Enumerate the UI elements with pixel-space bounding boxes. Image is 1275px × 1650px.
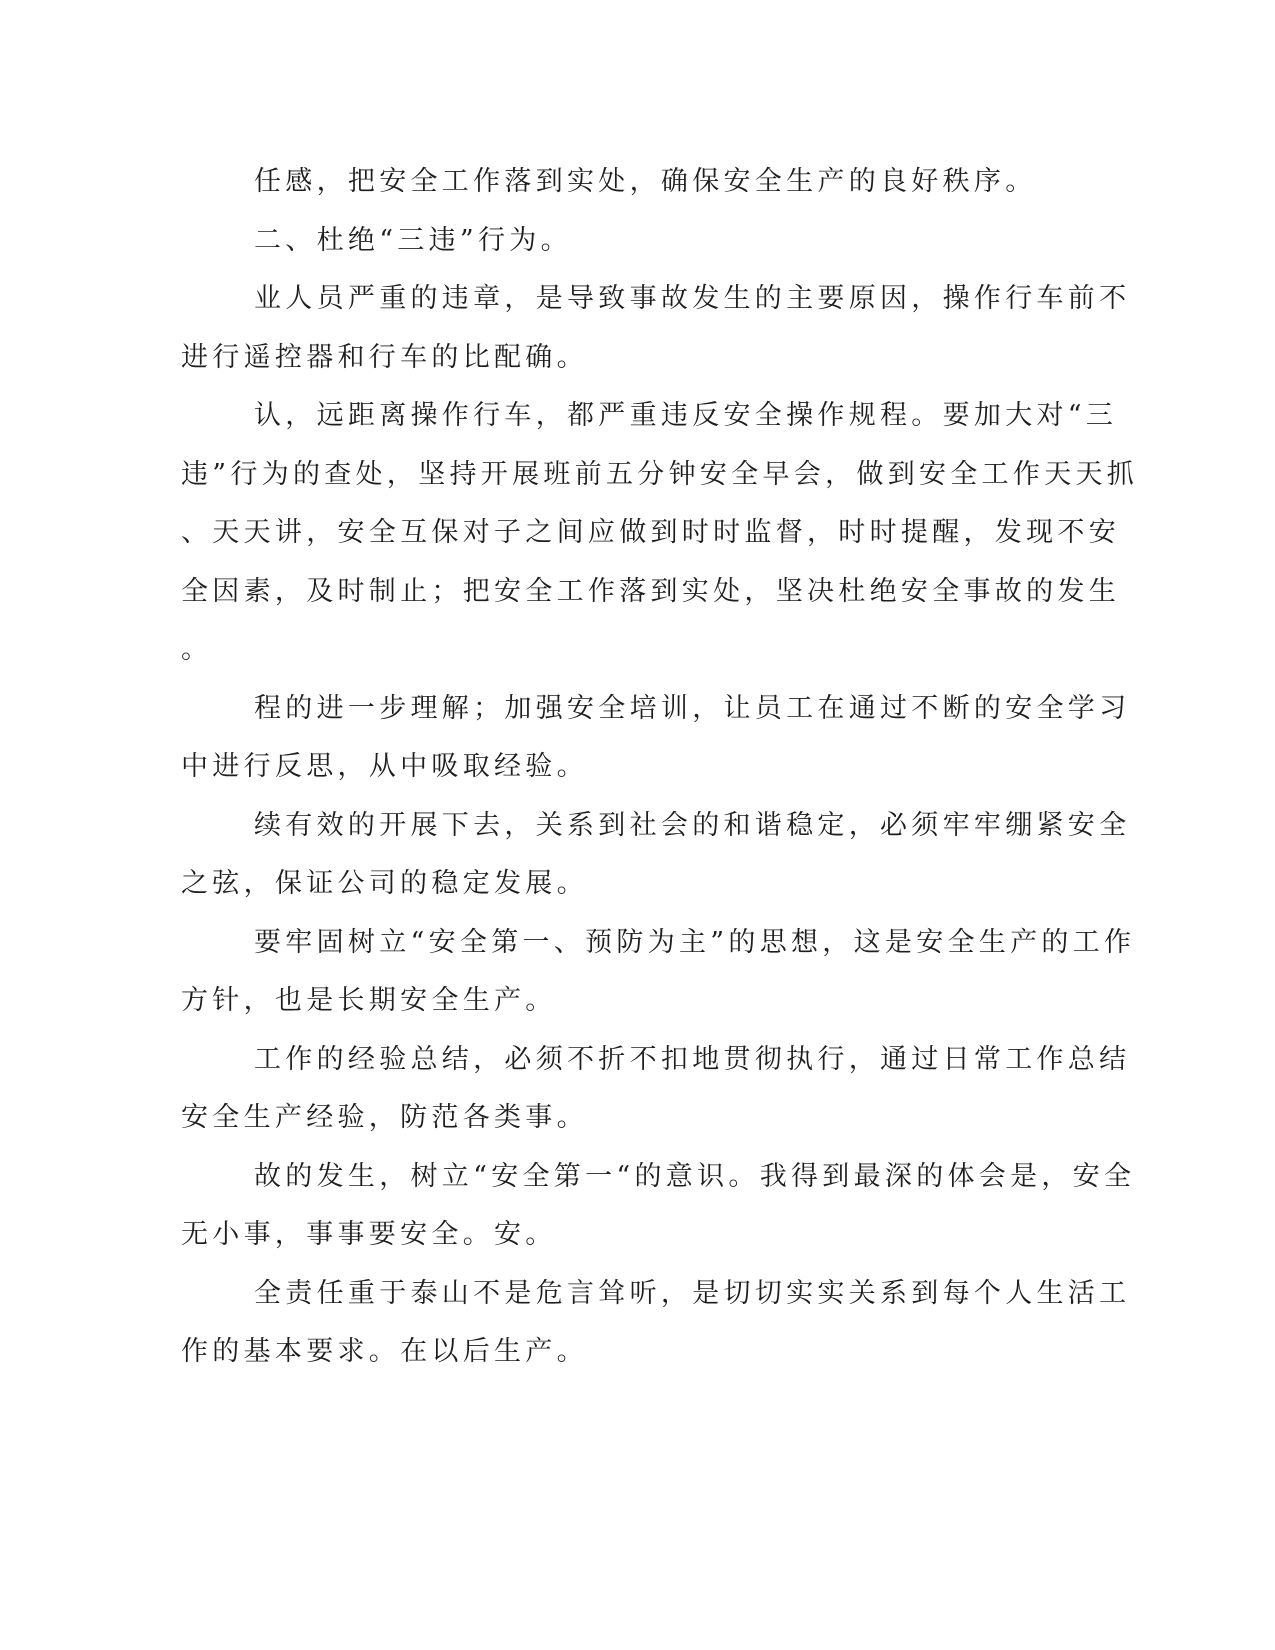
text-line <box>0 806 1275 846</box>
text-line <box>0 572 1275 612</box>
text-line-content: 认，远距离操作行车，都严重违反安全操作规程。要加大对“三 <box>254 400 1118 431</box>
text-line-content: 无小事，事事要安全。安。 <box>181 1219 557 1250</box>
text-line-content: 续有效的开展下去，关系到社会的和谐稳定，必须牢牢绷紧安全 <box>254 810 1131 841</box>
text-line-content: 作的基本要求。在以后生产。 <box>181 1336 588 1367</box>
section-heading <box>0 221 1275 261</box>
text-line-content: 违”行为的查处，坚持开展班前五分钟安全早会，做到安全工作天天抓 <box>181 459 1139 490</box>
text-line <box>0 689 1275 729</box>
text-line <box>0 338 1275 378</box>
text-line-content: 进行遥控器和行车的比配确。 <box>181 342 588 373</box>
text-line-content: 安全生产经验，防范各类事。 <box>181 1102 588 1133</box>
text-line <box>0 1274 1275 1314</box>
text-line <box>0 162 1275 202</box>
text-line <box>0 455 1275 495</box>
text-line-content: 故的发生，树立“安全第一“的意识。我得到最深的体会是，安全 <box>254 1161 1136 1192</box>
text-line <box>0 396 1275 436</box>
text-line-content: 中进行反思，从中吸取经验。 <box>181 751 588 782</box>
text-line <box>0 864 1275 904</box>
section-heading-text: 二、杜绝“三违”行为。 <box>254 225 572 256</box>
text-line <box>0 513 1275 553</box>
text-line <box>0 923 1275 963</box>
text-line-content: 全因素，及时制止；把安全工作落到实处，坚决杜绝安全事故的发生 <box>181 576 1120 607</box>
text-line <box>0 1215 1275 1255</box>
text-line-content: 、天天讲，安全互保对子之间应做到时时监督，时时提醒，发现不安 <box>181 517 1120 548</box>
text-line <box>0 279 1275 319</box>
text-line-content: 任感，把安全工作落到实处，确保安全生产的良好秩序。 <box>254 166 1037 197</box>
text-line-content: 工作的经验总结，必须不折不扣地贯彻执行，通过日常工作总结 <box>254 1044 1131 1075</box>
text-line-content: 程的进一步理解；加强安全培训，让员工在通过不断的安全学习 <box>254 693 1131 724</box>
text-line-content: 全责任重于泰山不是危言耸听，是切切实实关系到每个人生活工 <box>254 1278 1131 1309</box>
text-line <box>0 1040 1275 1080</box>
text-line <box>0 1157 1275 1197</box>
text-line-content: 业人员严重的违章，是导致事故发生的主要原因，操作行车前不 <box>254 283 1131 314</box>
text-line <box>0 630 1275 670</box>
text-line-content: 。 <box>181 634 213 665</box>
text-line <box>0 1332 1275 1372</box>
text-line <box>0 1098 1275 1138</box>
text-line-content: 要牢固树立“安全第一、预防为主”的思想，这是安全生产的工作 <box>254 927 1136 958</box>
text-line <box>0 981 1275 1021</box>
text-line <box>0 747 1275 787</box>
text-line-content: 方针，也是长期安全生产。 <box>181 985 557 1016</box>
text-line-content: 之弦，保证公司的稳定发展。 <box>181 868 588 899</box>
